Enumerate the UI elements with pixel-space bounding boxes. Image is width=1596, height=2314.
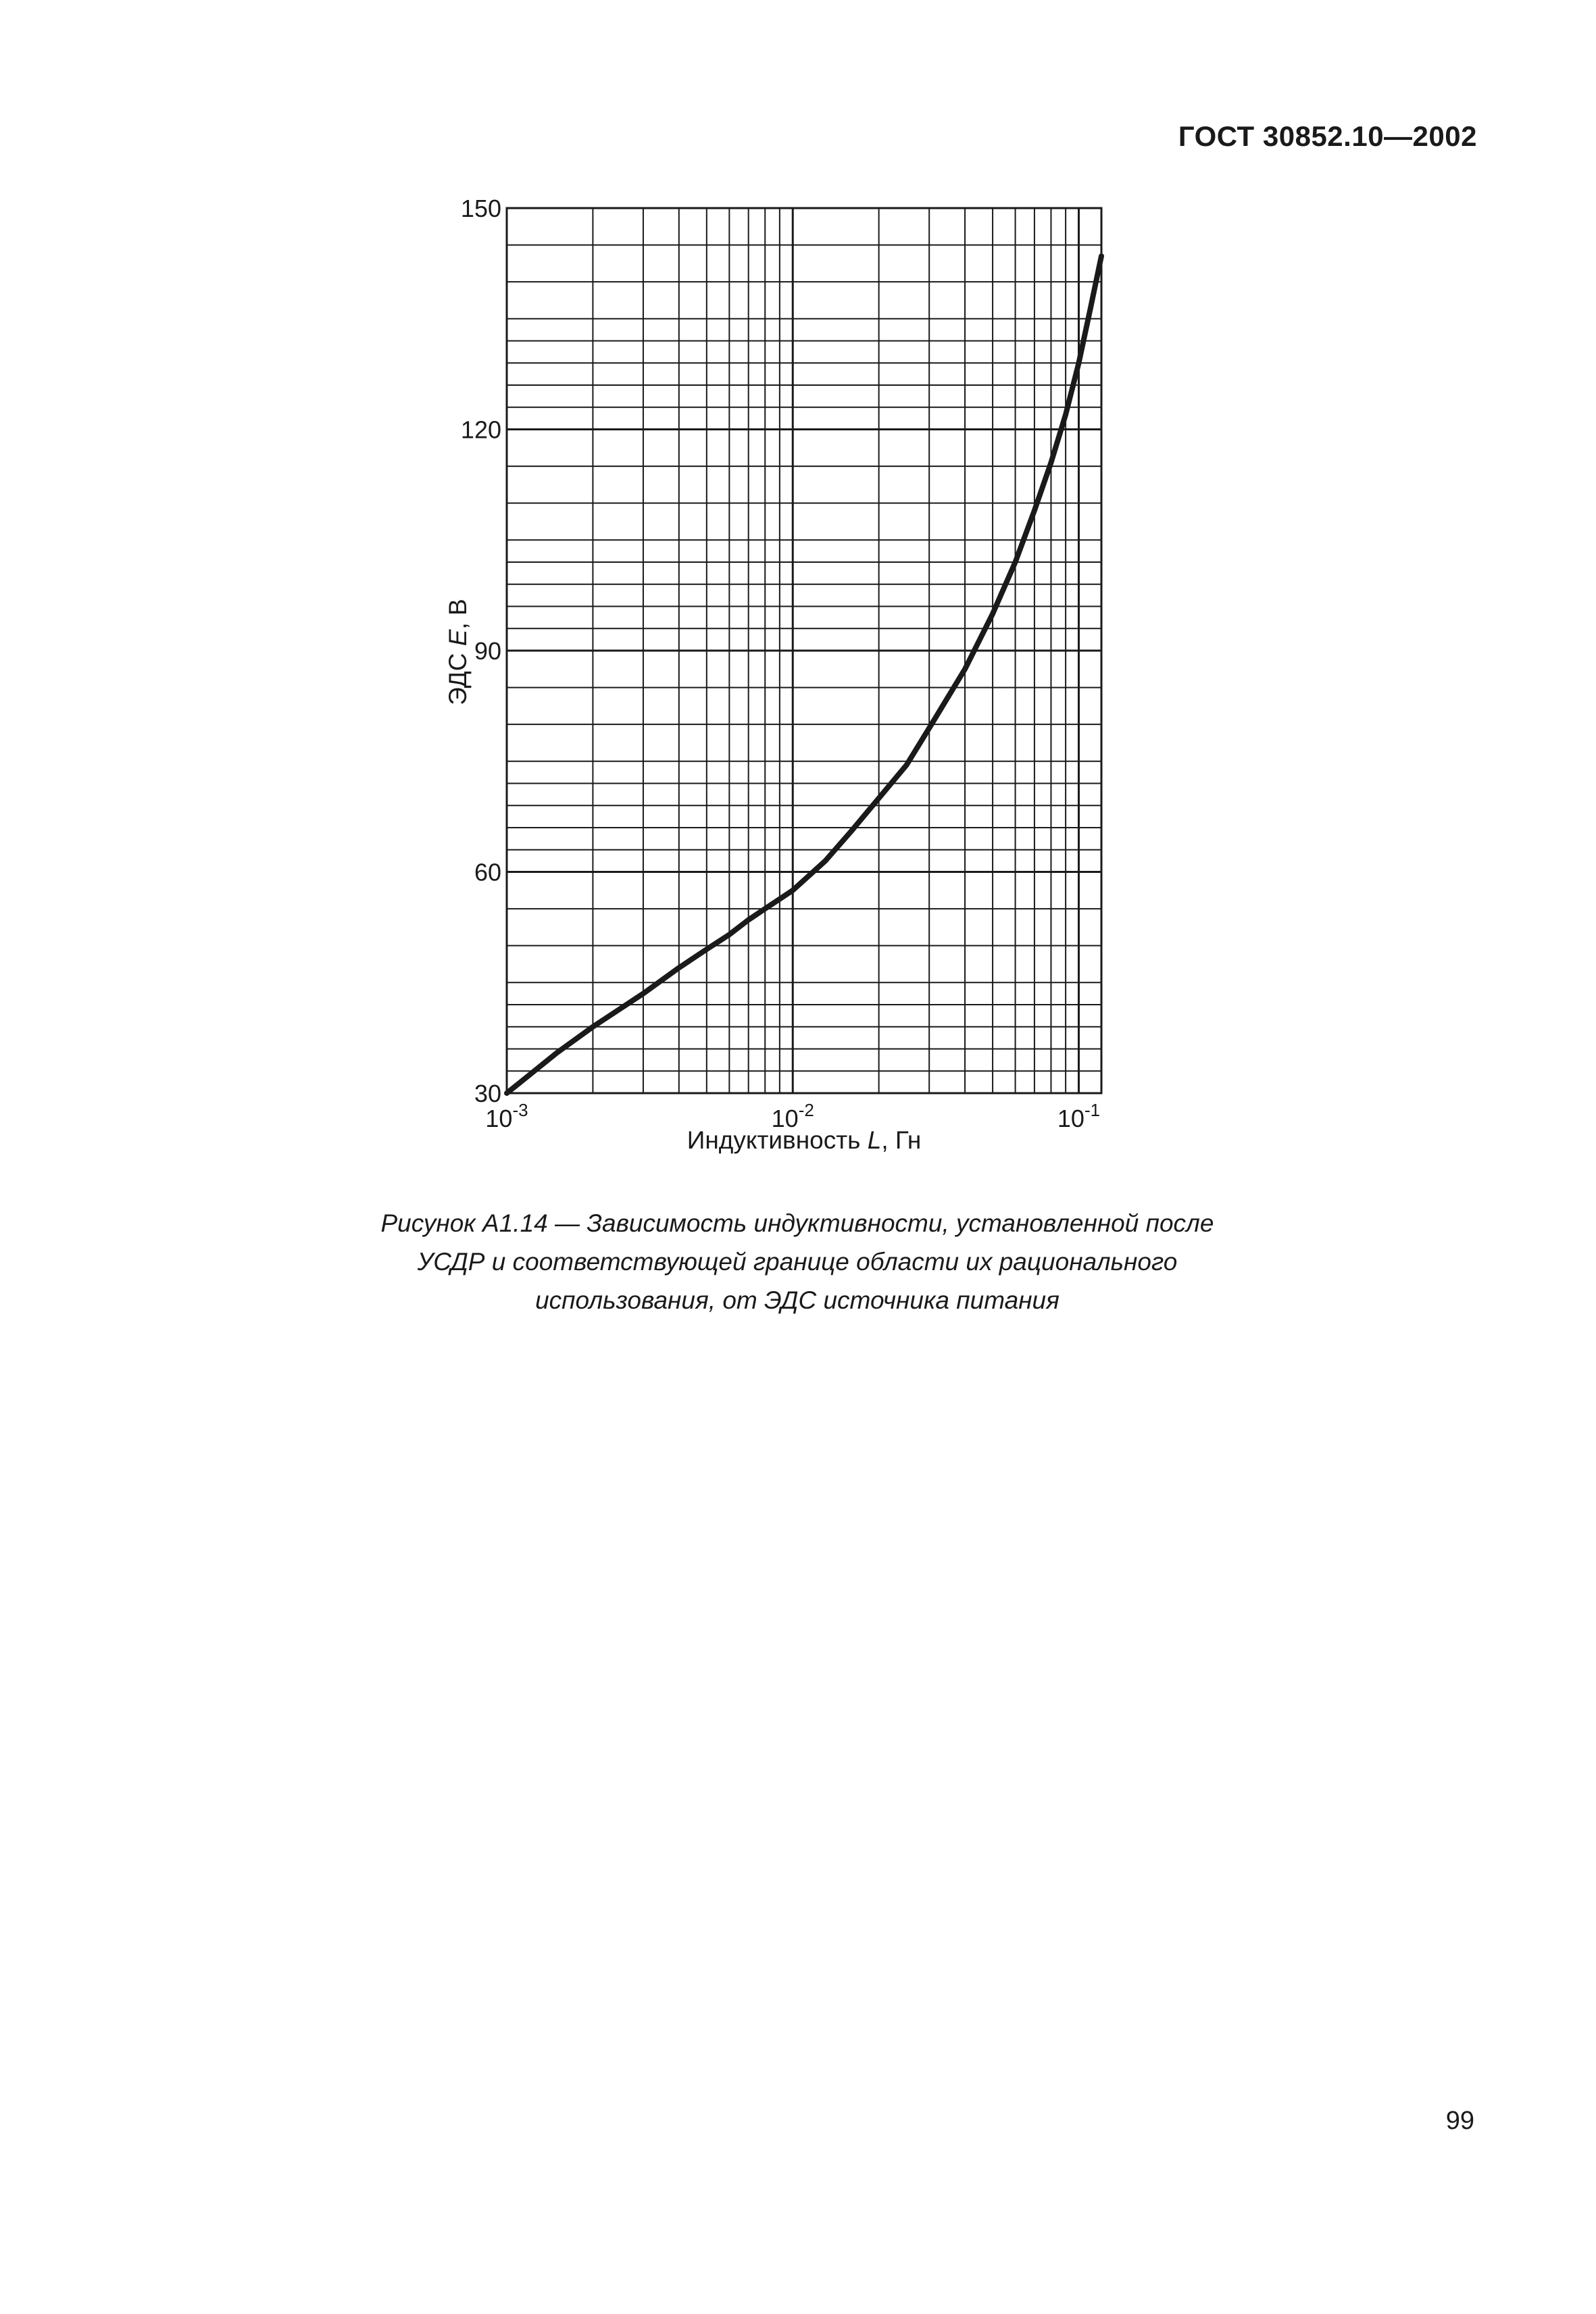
y-tick-label: 30 xyxy=(474,1080,501,1107)
caption-line: использования, от ЭДС источника питания xyxy=(535,1286,1059,1314)
caption-line: Рисунок А1.14 — Зависимость индуктивности, установленной после xyxy=(380,1209,1214,1237)
y-tick-label: 90 xyxy=(474,637,501,665)
y-tick-label: 150 xyxy=(460,195,501,222)
y-axis-label: ЭДС E, В xyxy=(444,599,472,705)
y-tick-label: 60 xyxy=(474,858,501,886)
x-tick-label: $10^{-1}$ xyxy=(1057,1100,1101,1132)
y-tick-label: 120 xyxy=(460,416,501,444)
caption-line: УСДР и соответствующей границе области их рационального xyxy=(417,1248,1178,1276)
chart-grid xyxy=(507,208,1101,1093)
series-line xyxy=(507,256,1101,1093)
x-tick-label: $10^{-2}$ xyxy=(771,1100,814,1132)
document-code: ГОСТ 30852.10—2002 xyxy=(1178,120,1477,152)
x-axis-label: Индуктивность L, Гн xyxy=(687,1126,922,1154)
x-tick-label: $10^{-3}$ xyxy=(485,1100,528,1132)
page-number: 99 xyxy=(1445,2107,1474,2135)
figure-caption xyxy=(318,1204,1277,1319)
